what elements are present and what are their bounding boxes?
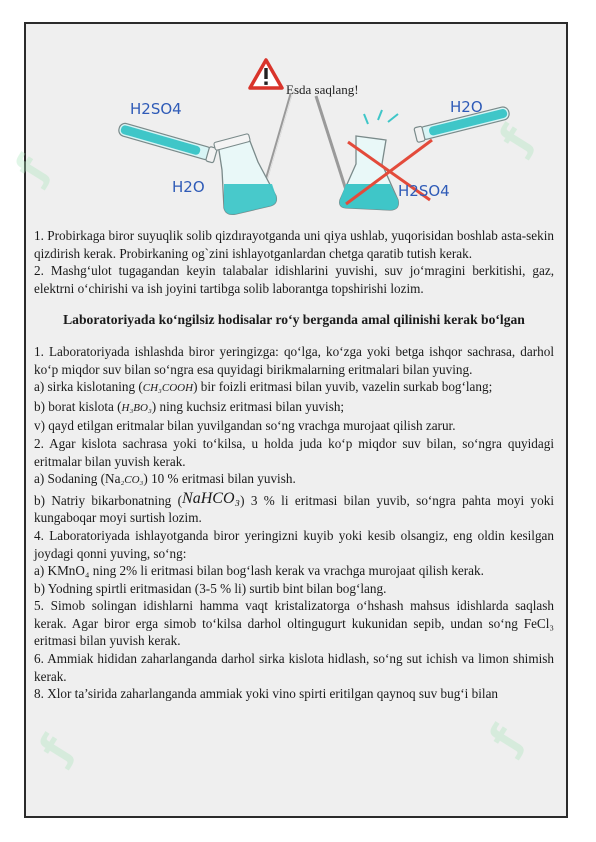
lab-safety-illustration — [26, 24, 570, 234]
watermark-mark: ƒ — [479, 717, 531, 760]
paragraph-xlor: 8. Xlor ta’sirida zaharlanganda ammiak yoki vino spirti eritilgan qaynoq suv bug‘i bilan — [34, 686, 499, 702]
test-tube-icon — [117, 121, 217, 163]
document-body — [34, 227, 554, 703]
watermark-mark: ƒ — [5, 147, 57, 190]
list-item-sirka: a) sirka kislotaning (CH₃COOH) bir foizli eritmasi bilan yuvib, vazelin surkab bog‘lang; — [34, 379, 493, 395]
paragraph-probirka: 1. Probirkaga biror suyuqlik solib qizdırayotganda uni qiya ushlab, yuqorisidan boshlab asta-sekin qizdirish kerak. Probirkaning og`zini ishlayotganlardan chetga qaratib tutish kerak. — [34, 228, 554, 261]
list-item-bikarbonat: b) Natriy bikarbonatning (NaHCO₃) 3 % li eritmasi bilan yuvib, so‘ngra pahta moyi yoki kungaboqar moyi surtish lozim. — [34, 489, 554, 526]
paragraph-ammiak: 6. Ammiak hididan zaharlanganda darhol sirka kislota hidlash, so‘ng sut ichish va limon shimish kerak. — [34, 651, 554, 684]
paragraph-ishqor: 1. Laboratoriyada ishlashda biror yeringizga: qo‘lga, ko‘zga yoki betga ishqor sachrasa, darhol ko‘p miqdor suv bilan so‘ngra esa quyidagi birikmalarning eritmalari bilan yuving. — [34, 343, 554, 377]
watermark-mark: ƒ — [29, 727, 81, 770]
list-item-borat: b) borat kislota (H₃BO₃) ning kuchsiz eritmasi bilan yuvish; — [34, 398, 345, 414]
watermark-mark: ƒ — [489, 117, 541, 160]
warning-icon — [250, 60, 282, 88]
splash-icon — [364, 110, 398, 124]
paragraph-kuyish: 4. Laboratoriyada ishlayotganda biror yeringizni kuyib yoki kesib olsangiz, eng oldin kesilgan joydagi qonni yuving, so‘ng: — [34, 527, 554, 561]
paragraph-mashgulot: 2. Mashg‘ulot tugagandan keyin talabalar idishlarini yuvishi, suv jo‘mragini berkitishi, gaz, elektrni o‘chirishi va ish joyini tartibga solib laborantga topshirishi lozim. — [34, 263, 554, 296]
list-item-soda: a) Sodaning (Na₂CO₃) 10 % eritmasi bilan yuvish. — [34, 471, 296, 487]
section-heading: Laboratoriyada ko‘ngilsiz hodisalar ro‘y berganda amal qilinishi kerak bo‘lgan — [63, 312, 525, 328]
left-tube-label: H2SO4 — [130, 100, 182, 118]
left-flask-label: H2O — [172, 178, 205, 196]
list-item-kmno4: a) KMnO₄ ning 2% li eritmasi bilan bog‘lash kerak va vrachga murojaat qilish kerak. — [34, 563, 484, 579]
paragraph-kislota: 2. Agar kislota sachrasa yoki to‘kilsa, u holda juda ko‘p miqdor suv bilan, so‘ngra quyidagi eritmalar bilan yuvish kerak. — [34, 435, 554, 469]
paragraph-simob: 5. Simob solingan idishlarni hamma vaqt kristalizatorga o‘hshash mahsus idishlarda saqlash kerak. Agar biror erga simob to‘kilsa darhol oltingugurt kukunidan sepib, undan so‘ng FeCl₃ eritmasi bilan yuvish kerak. — [34, 598, 554, 649]
right-tube-label: H2O — [450, 98, 483, 116]
right-flask-label: H2SO4 — [398, 182, 450, 200]
list-item-vrach: v) qayd etilgan eritmalar bilan yuvilgandan so‘ng vrachga murojaat qilish zarur. — [34, 418, 456, 434]
list-item-yod: b) Yodning spirtli eritmasidan (3-5 % li) surtib bint bilan bog‘lang. — [34, 580, 387, 596]
warning-label: Esda saqlang! — [286, 82, 359, 97]
